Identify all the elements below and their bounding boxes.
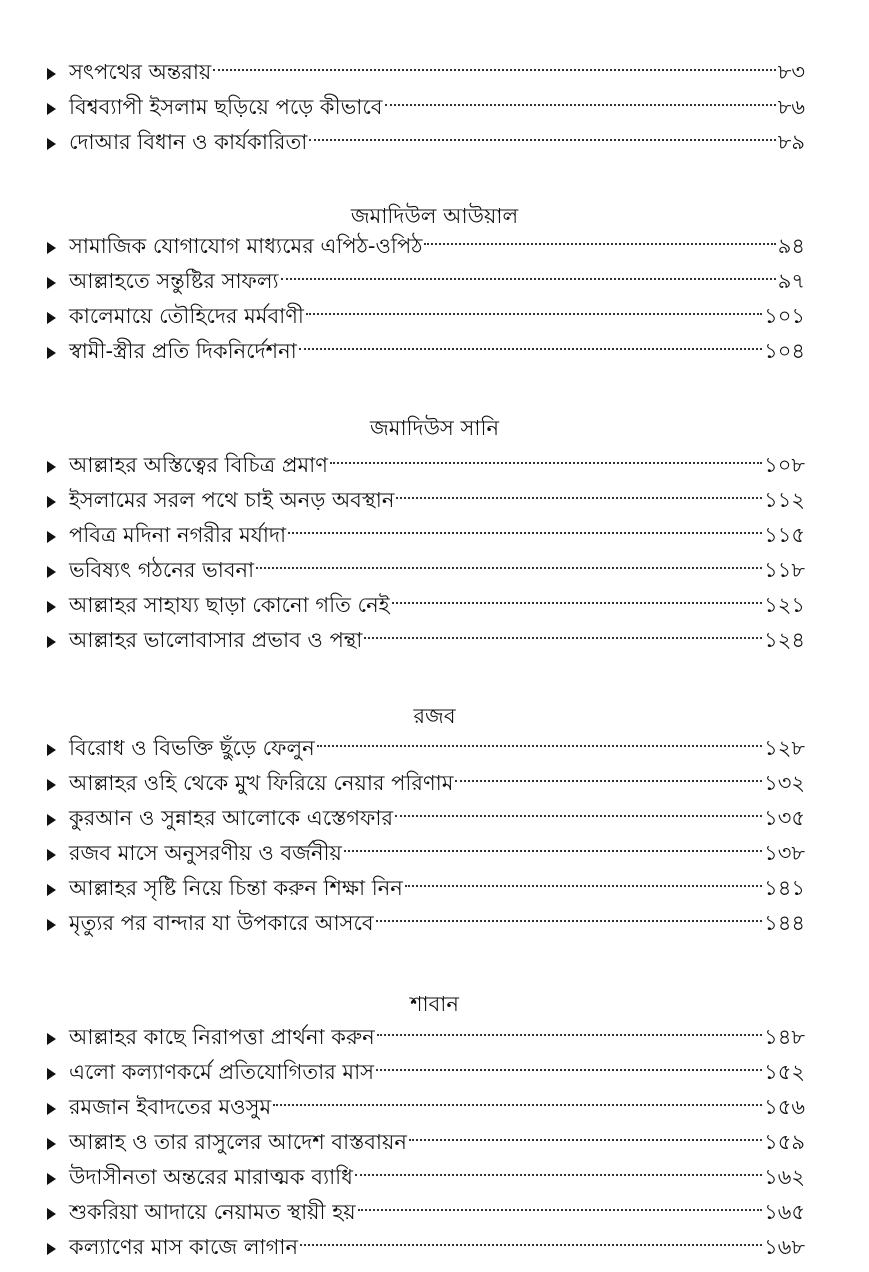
section-heading: জমাদিউল আউয়াল bbox=[350, 204, 519, 228]
section-heading: শাবান bbox=[410, 992, 459, 1016]
toc-entry[interactable] bbox=[0, 1161, 869, 1196]
dot-leader bbox=[288, 531, 762, 534]
dot-leader bbox=[299, 347, 762, 350]
bullet-icon bbox=[47, 1103, 56, 1115]
bullet-icon bbox=[47, 884, 56, 896]
entry-title: আল্লাহতে সন্তুষ্টির সাফল্য bbox=[69, 269, 279, 293]
bullet-icon bbox=[47, 849, 56, 861]
toc-entry[interactable] bbox=[0, 230, 869, 265]
toc-entry[interactable] bbox=[0, 449, 869, 484]
entry-title: ভবিষ্যৎ গঠনের ভাবনা bbox=[69, 558, 255, 582]
entry-title: রমজান ইবাদতের মওসুম bbox=[69, 1095, 272, 1119]
dot-leader bbox=[306, 312, 762, 315]
dot-leader bbox=[376, 1068, 762, 1071]
entry-page: ১৩৮ bbox=[764, 841, 805, 865]
entry-title: বিশ্বব্যাপী ইসলাম ছড়িয়ে পড়ে কীভাবে bbox=[69, 95, 383, 119]
entry-page: ১৪১ bbox=[764, 876, 805, 900]
entry-page: ১২৮ bbox=[764, 736, 805, 760]
dot-leader bbox=[396, 496, 762, 499]
entry-page: ১০৪ bbox=[764, 339, 805, 363]
toc-entry[interactable] bbox=[0, 554, 869, 589]
toc-entry[interactable] bbox=[0, 767, 869, 802]
toc-entry[interactable] bbox=[0, 1021, 869, 1056]
dot-leader bbox=[364, 636, 762, 639]
entry-page: ১৫২ bbox=[764, 1060, 805, 1084]
entry-title: কল্যাণের মাস কাজে লাগান bbox=[69, 1235, 298, 1259]
bullet-icon bbox=[47, 1138, 56, 1150]
bullet-icon bbox=[47, 601, 56, 613]
dot-leader bbox=[273, 1103, 762, 1106]
toc-entry[interactable] bbox=[0, 1231, 869, 1266]
dot-leader bbox=[344, 849, 762, 852]
dot-leader bbox=[281, 277, 776, 280]
dot-leader bbox=[256, 566, 762, 569]
toc-entry[interactable] bbox=[0, 335, 869, 370]
entry-title: সামাজিক যোগাযোগ মাধ্যমের এপিঠ-ওপিঠ bbox=[69, 234, 423, 258]
entry-page: ৯৪ bbox=[777, 234, 805, 258]
entry-title: উদাসীনতা অন্তরের মারাত্মক ব্যাধি bbox=[69, 1165, 353, 1189]
entry-title: কুরআন ও সুন্নাহর আলোকে এস্তেগফার bbox=[69, 806, 394, 830]
toc-entry[interactable] bbox=[0, 1126, 869, 1161]
toc-entry[interactable] bbox=[0, 802, 869, 837]
toc-entry[interactable] bbox=[0, 300, 869, 335]
entry-title: মৃত্যুর পর বান্দার যা উপকারে আসবে bbox=[69, 911, 374, 935]
toc-entry[interactable] bbox=[0, 265, 869, 300]
entry-page: ১১৫ bbox=[764, 523, 805, 547]
toc-entry[interactable] bbox=[0, 872, 869, 907]
bullet-icon bbox=[47, 1208, 56, 1220]
section-entries bbox=[0, 449, 869, 659]
dot-leader bbox=[213, 68, 775, 71]
toc-entry[interactable] bbox=[0, 624, 869, 659]
toc-entry[interactable] bbox=[0, 1196, 869, 1231]
bullet-icon bbox=[47, 347, 56, 359]
dot-leader bbox=[358, 1208, 762, 1211]
toc-entry[interactable] bbox=[0, 732, 869, 767]
entry-page: ১৫৯ bbox=[764, 1130, 805, 1154]
entry-title: আল্লাহর ওহি থেকে মুখ ফিরিয়ে নেয়ার পরিণাম bbox=[69, 771, 454, 795]
dot-leader bbox=[330, 461, 762, 464]
dot-leader bbox=[377, 1033, 762, 1036]
section-heading: রজব bbox=[413, 704, 456, 728]
entry-page: ১১৮ bbox=[764, 558, 805, 582]
toc-entry[interactable] bbox=[0, 589, 869, 624]
bullet-icon bbox=[47, 1173, 56, 1185]
dot-leader bbox=[376, 919, 763, 922]
entry-title: শুকরিয়া আদায়ে নেয়ামত স্থায়ী হয় bbox=[69, 1200, 356, 1224]
bullet-icon bbox=[47, 919, 56, 931]
toc-entry[interactable] bbox=[0, 91, 869, 126]
entry-page: ১০১ bbox=[764, 304, 805, 328]
entry-page: ৮৯ bbox=[777, 130, 805, 154]
dot-leader bbox=[395, 814, 762, 817]
bullet-icon bbox=[47, 138, 56, 150]
entry-title: আল্লাহর সাহায্য ছাড়া কোনো গতি নেই bbox=[69, 593, 390, 617]
entry-title: পবিত্র মদিনা নগরীর মর্যাদা bbox=[69, 523, 287, 547]
toc-entry[interactable] bbox=[0, 56, 869, 91]
bullet-icon bbox=[47, 312, 56, 324]
entry-title: আল্লাহর সৃষ্টি নিয়ে চিন্তা করুন শিক্ষা নিন bbox=[69, 876, 403, 900]
toc-entry[interactable] bbox=[0, 907, 869, 942]
entry-title: আল্লাহর অস্তিত্বের বিচিত্র প্রমাণ bbox=[69, 453, 328, 477]
entry-page: ১২১ bbox=[764, 593, 805, 617]
section-heading: জমাদিউস সানি bbox=[370, 416, 499, 440]
toc-entry[interactable] bbox=[0, 126, 869, 161]
bullet-icon bbox=[47, 461, 56, 473]
entry-page: ১৬৮ bbox=[764, 1235, 805, 1259]
bullet-icon bbox=[47, 242, 56, 254]
toc-entry[interactable] bbox=[0, 484, 869, 519]
entry-page: ১০৮ bbox=[764, 453, 805, 477]
dot-leader bbox=[309, 138, 775, 141]
section-entries bbox=[0, 230, 869, 370]
dot-leader bbox=[355, 1173, 762, 1176]
dot-leader bbox=[392, 601, 763, 604]
bullet-icon bbox=[47, 779, 56, 791]
entry-page: ৮৬ bbox=[777, 95, 805, 119]
entry-page: ১৪৮ bbox=[764, 1025, 805, 1049]
bullet-icon bbox=[47, 1033, 56, 1045]
dot-leader bbox=[455, 779, 762, 782]
entry-title: এলো কল্যাণকর্মে প্রতিযোগিতার মাস bbox=[69, 1060, 375, 1084]
bullet-icon bbox=[47, 496, 56, 508]
entry-page: ১৩২ bbox=[764, 771, 805, 795]
entry-title: সৎপথের অন্তরায় bbox=[69, 60, 212, 84]
bullet-icon bbox=[47, 1243, 56, 1255]
intro-entries bbox=[0, 56, 869, 161]
entry-page: ১৫৬ bbox=[764, 1095, 805, 1119]
entry-title: দোআর বিধান ও কার্যকারিতা bbox=[69, 130, 308, 154]
dot-leader bbox=[317, 744, 762, 747]
bullet-icon bbox=[47, 744, 56, 756]
dot-leader bbox=[300, 1243, 762, 1246]
dot-leader bbox=[405, 884, 762, 887]
entry-page: ১৬৫ bbox=[764, 1200, 805, 1224]
bullet-icon bbox=[47, 1068, 56, 1080]
dot-leader bbox=[424, 242, 775, 245]
entry-title: আল্লাহর ভালোবাসার প্রভাব ও পন্থা bbox=[69, 628, 363, 652]
entry-title: ইসলামের সরল পথে চাই অনড় অবস্থান bbox=[69, 488, 395, 512]
bullet-icon bbox=[47, 103, 56, 115]
entry-title: আল্লাহ ও তার রাসুলের আদেশ বাস্তবায়ন bbox=[69, 1130, 407, 1154]
entry-title: আল্লাহর কাছে নিরাপত্তা প্রার্থনা করুন bbox=[69, 1025, 375, 1049]
dot-leader bbox=[409, 1138, 762, 1141]
bullet-icon bbox=[47, 68, 56, 80]
entry-page: ৮৩ bbox=[777, 60, 805, 84]
bullet-icon bbox=[47, 636, 56, 648]
toc-entry[interactable] bbox=[0, 1091, 869, 1126]
entry-page: ১৩৫ bbox=[764, 806, 805, 830]
entry-title: বিরোধ ও বিভক্তি ছুঁড়ে ফেলুন bbox=[69, 736, 315, 760]
entry-page: ১২৪ bbox=[764, 628, 805, 652]
bullet-icon bbox=[47, 531, 56, 543]
entry-page: ১৪৪ bbox=[764, 911, 805, 935]
entry-page: ৯৭ bbox=[777, 269, 805, 293]
entry-title: রজব মাসে অনুসরণীয় ও বর্জনীয় bbox=[69, 841, 342, 865]
entry-title: কালেমায়ে তৌহিদের মর্মবাণী bbox=[69, 304, 304, 328]
bullet-icon bbox=[47, 566, 56, 578]
section-entries bbox=[0, 1021, 869, 1266]
toc-entry[interactable] bbox=[0, 1056, 869, 1091]
entry-title: স্বামী-স্ত্রীর প্রতি দিকনির্দেশনা bbox=[69, 339, 297, 363]
section-entries bbox=[0, 732, 869, 942]
bullet-icon bbox=[47, 277, 56, 289]
toc-entry[interactable] bbox=[0, 837, 869, 872]
bullet-icon bbox=[47, 814, 56, 826]
toc-entry[interactable] bbox=[0, 519, 869, 554]
entry-page: ১১২ bbox=[764, 488, 805, 512]
dot-leader bbox=[385, 103, 776, 106]
entry-page: ১৬২ bbox=[764, 1165, 805, 1189]
